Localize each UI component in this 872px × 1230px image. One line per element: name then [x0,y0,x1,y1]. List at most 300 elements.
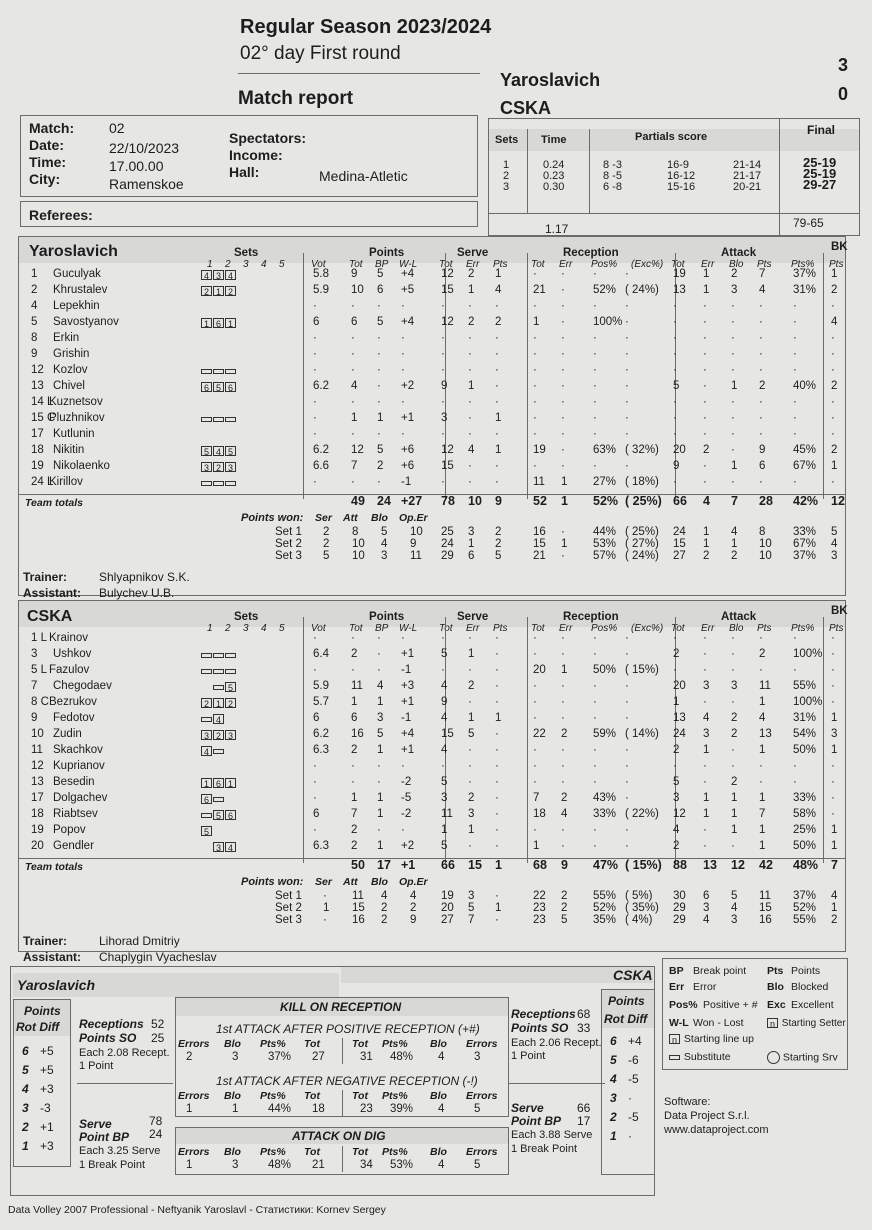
stat-rtot: 21 [533,284,546,296]
stat-stot: 3 [441,412,448,424]
stat-vot: 6.2 [313,380,329,392]
stat-bk: 1 [831,744,838,756]
kill-col-header: Pts% [382,1146,408,1158]
stat-wl: · [401,364,405,376]
stat-atot: 12 [673,808,686,820]
set-position-box: 4 [225,270,236,280]
set-position-box: 5 [213,382,224,392]
set-stat-apts: 15 [759,902,772,914]
set-stat-rpos: 44% [593,526,617,538]
stat-stot: 5 [441,840,448,852]
stat-rpos: 43% [593,792,617,804]
stat-atot: · [673,348,677,360]
col-header-wl: W-L [399,259,418,270]
stat-rexc: · [625,268,629,280]
stat-bp: 1 [377,808,384,820]
stat-rtot: 20 [533,664,546,676]
stat-spts: · [495,632,499,644]
legend-value: Blocked [791,981,829,993]
stat-bk: · [831,396,835,408]
set-position-box: 3 [201,462,212,472]
stat-vot: 5.9 [313,680,329,692]
player-name: Chegodaev [53,680,112,692]
match-date: 22/10/2023 [109,140,180,156]
player-number: 15 C [31,412,56,424]
stat-bk: · [831,648,835,660]
player-number: 3 [31,648,38,660]
stat-spts: · [495,680,499,692]
stat-rpos: 33% [593,808,617,820]
kill-value: 21 [312,1159,325,1171]
stat-serr: 1 [468,380,475,392]
set-stat-aerr: 1 [703,538,710,550]
stat-wl: +6 [401,460,415,472]
stat-apct: · [793,348,797,360]
player-name: Nikitin [53,444,85,456]
total-rerr: 9 [561,858,568,872]
set-stat-bk: 3 [831,550,838,562]
stat-rerr: · [561,460,565,472]
stat-aerr: · [703,300,707,312]
substitute-icon [213,369,224,374]
stat-tot: 1 [351,792,358,804]
total-ablo: 7 [731,494,738,508]
stat-atot: · [673,664,677,676]
player-number: 8 C [31,696,49,708]
rotation-diff: -3 [40,1101,51,1115]
substitute-icon [669,1055,680,1060]
kill-col-header: Errors [466,1146,498,1158]
team-totals-label: Team totals [25,861,83,873]
total-apct: 48% [793,858,819,872]
stat-spts: 2 [495,316,502,328]
stat-wl: +4 [401,268,415,280]
header-set-num: 1 [207,623,213,634]
stat-rpos: · [593,776,597,788]
away-points-so: 33 [577,1021,591,1035]
kill-on-reception-box: KILL ON RECEPTION 1st ATTACK AFTER POSITIVE RECEPTION (+#) Errors Blo Pts% Tot Tot Pts% Blo Errors 2 3 37% 27 31 48% 4 3 1st ATTACK AFTER NEGATIVE RECEPTION (-!) Errors Blo Pts% Tot Tot Pts% Blo Errors 1 1 44% 18 23 39% 4 5 [175,997,509,1117]
column-divider [527,253,528,499]
set-row-label: Set 3 [275,550,302,562]
stat-serr: · [468,776,472,788]
stat-rexc: · [625,792,629,804]
player-name: Savostyanov [53,316,119,328]
stat-bp: 5 [377,316,384,328]
stat-rtot: · [533,744,537,756]
set-won-att: 11 [352,890,364,902]
set-stat-apct: 52% [793,902,817,914]
attack-on-dig-box: ATTACK ON DIG Errors Blo Pts% Tot Tot Pts% Blo Errors 1 3 48% 21 34 53% 4 5 [175,1127,509,1175]
stat-rpos: · [593,364,597,376]
stat-apts: · [759,760,763,772]
rotation-diff: -6 [628,1053,639,1067]
set-stat-spts: 5 [495,550,502,562]
stat-rtot: 11 [533,476,545,488]
kill-value: 5 [474,1103,481,1115]
set-won-op: 4 [410,890,417,902]
set-stat-aerr: 1 [703,526,710,538]
stat-rtot: · [533,648,537,660]
set-position-box: 2 [225,698,236,708]
stat-apts: 9 [759,444,766,456]
header-set-num: 1 [207,259,213,270]
stat-tot: · [351,476,355,488]
set-row-label: Set 1 [275,890,302,902]
rotation-number: 6 [22,1044,29,1058]
stat-serr: 5 [468,728,475,740]
player-number: 11 [31,744,43,756]
stat-vot: 6.6 [313,460,329,472]
stat-aerr: · [703,380,707,392]
stat-atot: 2 [673,744,680,756]
stat-vot: 5.9 [313,284,329,296]
stat-spts: 1 [495,268,502,280]
stat-tot: 6 [351,316,358,328]
total-tot: 49 [351,494,365,508]
set-stat-spts: · [495,890,499,902]
final-set-score: 25-19 [803,166,837,181]
stat-atot: 2 [673,840,680,852]
column-divider [527,617,528,863]
stat-tot: 2 [351,744,358,756]
header-attack: Attack [721,611,757,623]
set-won-op: 11 [410,550,422,562]
match-info-box: Match: 02 Date: 22/10/2023 Time: 17.00.00 City: Ramenskoe Spectators: Income: Hall: Medina-Atletic [20,115,478,197]
stat-apct: · [793,476,797,488]
stat-tot: 6 [351,712,358,724]
stat-bk: · [831,428,835,440]
stat-bp: · [377,332,381,344]
player-number: 18 [31,808,44,820]
stat-rtot: · [533,776,537,788]
kill-value: 34 [360,1159,373,1171]
stat-rexc: · [625,412,629,424]
stat-spts: · [495,824,499,836]
set-stat-aerr: 6 [703,890,710,902]
stat-vot: · [313,300,317,312]
set-stat-rtot: 21 [533,550,546,562]
home-serve-total: 78 [149,1114,163,1128]
set-stat-rtot: 22 [533,890,546,902]
stat-rerr: · [561,268,565,280]
stat-rpos: · [593,428,597,440]
stat-wl: +5 [401,284,415,296]
stat-apct: 67% [793,460,817,472]
kill-value: 37% [268,1051,292,1063]
stat-rerr: · [561,680,565,692]
match-time: 17.00.00 [109,158,164,174]
player-name: Krainov [49,632,88,644]
stat-serr: · [468,300,472,312]
set-stat-aerr: 3 [703,902,710,914]
set-won-op: 10 [410,526,423,538]
stat-stot: 4 [441,680,448,692]
stat-tot: 9 [351,268,358,280]
stat-apct: · [793,332,797,344]
set-stat-atot: 29 [673,914,686,926]
total-aerr: 13 [703,858,717,872]
player-number: 20 [31,840,44,852]
stat-bp: 3 [377,712,384,724]
stat-aerr: · [703,776,707,788]
set-stat-apct: 67% [793,538,817,550]
stat-serr: · [468,760,472,772]
stat-bp: 4 [377,680,384,692]
partial-score: 6 -8 [603,181,622,193]
stat-bk: · [831,348,835,360]
header-serve: Serve [457,611,489,623]
substitute-icon [213,669,224,674]
stat-wl: · [401,760,405,772]
stat-apct: 100% [793,648,823,660]
stat-aerr: · [703,364,707,376]
stat-vot: 6.4 [313,648,329,660]
stat-stot: 9 [441,380,448,392]
stat-atot: 13 [673,284,686,296]
rotation-diff: +3 [40,1139,54,1153]
stat-stot: · [441,760,445,772]
set-position-box: 6 [201,382,212,392]
header-set-num: 3 [243,259,249,270]
set-position-box: 4 [213,446,224,456]
player-number: 4 [31,300,38,312]
set-won-op: 9 [410,538,417,550]
stat-atot: · [673,316,677,328]
stat-apts: 7 [759,268,766,280]
stat-ablo: · [731,696,735,708]
stat-tot: · [351,632,355,644]
stat-serr: 2 [468,268,475,280]
column-divider [823,253,824,499]
header-set-num: 2 [225,623,231,634]
set-position-box: 4 [213,714,224,724]
stat-rexc: · [625,744,629,756]
stat-wl: +1 [401,648,415,660]
stat-apts: · [759,316,763,328]
total-rtot: 68 [533,858,547,872]
stat-wl: · [401,348,405,360]
stat-aerr: · [703,460,707,472]
stat-rtot: · [533,396,537,408]
column-divider [823,617,824,863]
total-serr: 10 [468,494,482,508]
stat-aerr: · [703,824,707,836]
set-stat-ablo: 4 [731,526,738,538]
header-set-num: 5 [279,623,285,634]
stat-apct: 58% [793,808,817,820]
stat-atot: · [673,632,677,644]
stat-rerr: · [561,776,565,788]
set-stat-apts: 11 [759,890,771,902]
set-stat-aerr: 4 [703,914,710,926]
stat-stot: 15 [441,284,454,296]
stat-atot: 19 [673,268,686,280]
stat-spts: · [495,840,499,852]
player-name: Pluzhnikov [49,412,105,424]
stat-rerr: · [561,444,565,456]
stat-stot: 4 [441,712,448,724]
stat-rpos: · [593,696,597,708]
stat-wl: -5 [401,792,412,804]
col-header-bk: Pts [829,623,844,634]
stat-rtot: · [533,268,537,280]
stat-rpos: · [593,412,597,424]
stat-ablo: 1 [731,792,738,804]
substitute-icon [201,669,212,674]
set-stat-apct: 37% [793,890,817,902]
set-stat-rexc: ( 27%) [625,538,659,550]
set-won-ser: 2 [323,538,330,550]
stat-rpos: · [593,268,597,280]
stat-rerr: · [561,648,565,660]
stat-aerr: · [703,412,707,424]
substitute-icon [225,369,236,374]
player-number: 12 [31,760,44,772]
stat-wl: +1 [401,696,415,708]
stat-tot: 2 [351,648,358,660]
set-stat-rerr: · [561,550,565,562]
stat-aerr: · [703,348,707,360]
stat-bk: 1 [831,824,838,836]
stat-bp: 1 [377,744,384,756]
stat-serr: · [468,476,472,488]
kill-col-header: Tot [304,1038,320,1050]
col-header-ablo: Blo [729,259,744,270]
stat-bp: 1 [377,840,384,852]
stat-bk: 2 [831,444,838,456]
final-set-score: 25-19 [803,155,837,170]
stat-rtot: · [533,380,537,392]
kill-value: 2 [186,1051,193,1063]
set-stat-ablo: 1 [731,538,738,550]
home-team-title: Yaroslavich [29,243,118,260]
stat-rpos: 63% [593,444,617,456]
stat-bk: 4 [831,316,838,328]
set-stat-ablo: 5 [731,890,738,902]
total-rexc: ( 25%) [625,494,662,508]
set-won-ser: 5 [323,550,330,562]
rotation-number: 6 [610,1034,617,1048]
col-header-serr: Err [466,623,480,634]
stat-vot: 5.8 [313,268,329,280]
stat-rpos: · [593,840,597,852]
substitute-icon [213,797,224,802]
total-rpos: 47% [593,858,619,872]
stat-apts: 7 [759,808,766,820]
stat-ablo: 2 [731,776,738,788]
stat-spts: · [495,396,499,408]
set-position-box: 2 [201,698,212,708]
set-won-blo: 4 [381,890,388,902]
stat-ablo: 1 [731,380,738,392]
stat-serr: 2 [468,680,475,692]
player-name: Dolgachev [53,792,108,804]
stat-tot: 7 [351,808,358,820]
stat-apts: · [759,364,763,376]
stat-atot: · [673,760,677,772]
stat-rerr: · [561,284,565,296]
set-position-box: 2 [213,462,224,472]
stat-aerr: · [703,632,707,644]
stat-ablo: · [731,300,735,312]
player-number: 8 [31,332,38,344]
substitute-icon [213,653,224,658]
legend-key: Pts [767,965,784,977]
set-stat-rtot: 23 [533,914,546,926]
header-points: Points [369,611,405,623]
kill-col-header: Errors [466,1038,498,1050]
column-divider [303,253,304,499]
stat-apct: · [793,776,797,788]
header-bk: BK [831,605,848,617]
stat-stot: · [441,396,445,408]
set-won-ser: · [323,890,327,902]
kill-value: 1 [186,1103,193,1115]
stat-aerr: 1 [703,808,710,820]
kill-value: 27 [312,1051,325,1063]
stat-tot: · [351,300,355,312]
set-number: 1 [503,159,510,171]
stat-ablo: · [731,664,735,676]
legend-value: Points [791,965,821,977]
home-receptions: 52 [151,1017,165,1031]
total-points: 79-65 [793,216,824,230]
stat-apts: 1 [759,744,766,756]
stat-bp: 1 [377,792,384,804]
col-header-ablo: Blo [729,623,744,634]
footer-credits: Data Volley 2007 Professional - Neftyanik Yaroslavl - Статистики: Kornev Sergey [8,1204,386,1216]
stat-rerr: 4 [561,808,568,820]
set-stat-serr: 3 [468,526,475,538]
stat-rerr: · [561,396,565,408]
set-position-box: 3 [225,462,236,472]
stat-ablo: · [731,348,735,360]
legend-value: Error [693,981,717,993]
player-number: 12 [31,364,44,376]
stat-aerr: · [703,840,707,852]
home-team-stats [18,236,848,600]
stat-bp: 5 [377,444,384,456]
sets-score-table: Sets Time Partials score Final 1 0.24 8 -3 16-9 21-14 25-19 2 0.23 8 -5 16-12 21-17 25-19 3 0.30 6 -8 15-16 20-21 29-27 1.17 79-65 [488,118,860,236]
stat-bp: 6 [377,284,384,296]
set-position-box: 5 [201,446,212,456]
report-title: Match report [238,88,354,109]
col-header-serr: Err [466,259,480,270]
legend-key: W-L [669,1017,689,1029]
set-stat-atot: 29 [673,902,686,914]
player-number: 5 L [31,664,47,676]
set-stat-atot: 24 [673,526,686,538]
stat-apts: · [759,396,763,408]
stat-rerr: · [561,696,565,708]
stat-apts: 2 [759,648,766,660]
kill-col-header: Pts% [260,1146,286,1158]
stat-vot: · [313,332,317,344]
stat-bp: · [377,632,381,644]
set-won-ser: 1 [323,902,330,914]
stat-bp: · [377,380,381,392]
stat-rexc: · [625,712,629,724]
stat-rtot: · [533,428,537,440]
stat-aerr: · [703,396,707,408]
header-set-num: 2 [225,259,231,270]
software-url: www.dataproject.com [664,1124,769,1136]
player-name: Zudin [53,728,82,740]
set-stat-rerr: 2 [561,902,568,914]
col-header-apct: Pts% [791,623,815,634]
home-team-name: Yaroslavich [500,70,601,90]
set-stat-bk: 4 [831,538,838,550]
